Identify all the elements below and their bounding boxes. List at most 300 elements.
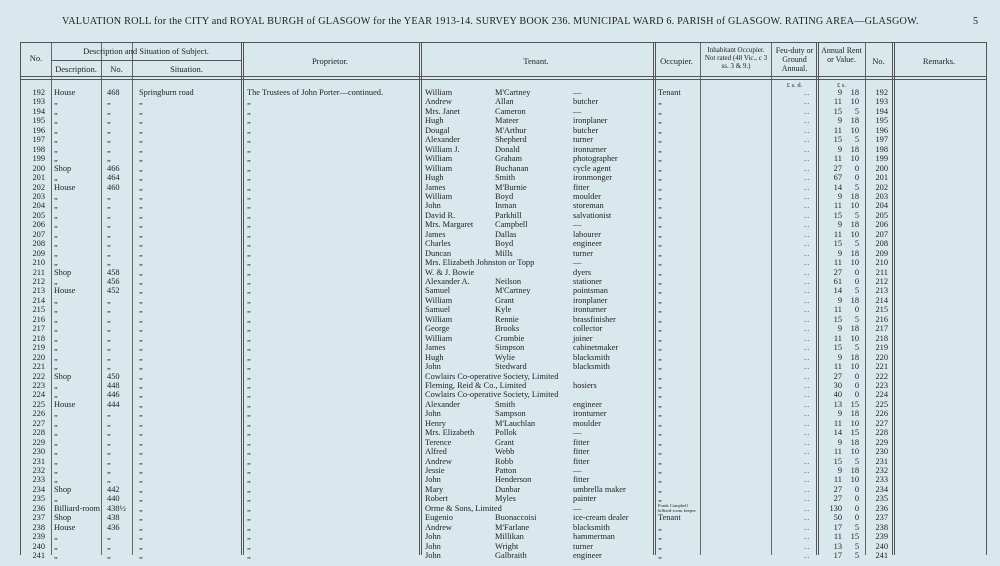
occupation-cell: storeman bbox=[573, 201, 604, 211]
col-desc-group: Description and Situation of Subject. bbox=[83, 46, 209, 56]
rent-pounds-cell: 11 bbox=[833, 258, 842, 268]
tenant-forename-cell: John bbox=[425, 409, 441, 419]
rent-shillings-cell: 5 bbox=[854, 343, 859, 353]
rent-pounds-cell: 9 bbox=[837, 324, 842, 334]
situation-cell: „ bbox=[139, 494, 143, 504]
table-row bbox=[21, 107, 986, 117]
row-number: 221 bbox=[32, 362, 45, 372]
description-cell: „ bbox=[54, 191, 58, 201]
occupier-cell: „ bbox=[658, 380, 662, 390]
tenant-forename-cell: John bbox=[425, 532, 441, 542]
row-number: 234 bbox=[32, 484, 45, 494]
number-cell: „ bbox=[107, 258, 111, 268]
occupier-cell: „ bbox=[658, 484, 662, 494]
proprietor-cell: „ bbox=[247, 116, 251, 126]
number-cell: 436 bbox=[107, 522, 120, 532]
occupation-cell: hammerman bbox=[573, 532, 615, 542]
situation-cell: „ bbox=[139, 125, 143, 135]
proprietor-cell: „ bbox=[247, 503, 251, 513]
row-number-repeat: 199 bbox=[875, 154, 888, 164]
rent-shillings-cell: 10 bbox=[850, 229, 859, 239]
table-row bbox=[21, 485, 986, 495]
rent-pounds-cell: 27 bbox=[833, 484, 842, 494]
occupier-cell: „ bbox=[658, 466, 662, 475]
table-row bbox=[21, 220, 986, 230]
situation-cell: „ bbox=[139, 466, 143, 475]
table-row bbox=[21, 239, 986, 249]
rent-shillings-cell: 0 bbox=[854, 163, 859, 173]
occupation-cell: blacksmith bbox=[573, 362, 610, 372]
rent-shillings-cell: 5 bbox=[854, 286, 859, 296]
row-number: 192 bbox=[32, 88, 45, 97]
situation-cell: „ bbox=[139, 409, 143, 419]
number-cell: „ bbox=[107, 201, 111, 211]
row-number-repeat: 232 bbox=[875, 466, 888, 475]
leader-dots: .. bbox=[804, 210, 811, 220]
page-number: 5 bbox=[973, 16, 979, 27]
tenant-forename-cell: Mrs. Elizabeth Johnston or Topp bbox=[425, 258, 535, 268]
proprietor-cell: „ bbox=[247, 475, 251, 485]
number-cell: „ bbox=[107, 532, 111, 542]
description-cell: „ bbox=[54, 343, 58, 353]
tenant-surname-cell: M'Burnie bbox=[495, 182, 527, 192]
row-number: 205 bbox=[32, 210, 45, 220]
proprietor-cell: The Trustees of John Porter—continued. bbox=[247, 88, 384, 97]
row-number: 228 bbox=[32, 428, 45, 438]
leader-dots: .. bbox=[804, 466, 811, 475]
row-number-repeat: 227 bbox=[875, 418, 888, 428]
description-cell: „ bbox=[54, 541, 58, 551]
occupier-cell: „ bbox=[658, 286, 662, 296]
tenant-forename-cell: Mrs. Margaret bbox=[425, 220, 474, 230]
row-number-repeat: 216 bbox=[875, 314, 888, 324]
row-number: 209 bbox=[32, 248, 45, 258]
leader-dots: .. bbox=[804, 333, 811, 343]
number-cell: „ bbox=[107, 125, 111, 135]
table-row bbox=[21, 305, 986, 315]
proprietor-cell: „ bbox=[247, 106, 251, 116]
occupation-cell: turner bbox=[573, 541, 593, 551]
proprietor-cell: „ bbox=[247, 380, 251, 390]
occupation-cell: hosiers bbox=[573, 380, 597, 390]
proprietor-cell: „ bbox=[247, 522, 251, 532]
rent-pounds-cell: 9 bbox=[837, 352, 842, 362]
rent-pounds-cell: 11 bbox=[833, 362, 842, 372]
number-cell: 448 bbox=[107, 380, 120, 390]
tenant-surname-cell: Mills bbox=[495, 248, 513, 258]
rent-pounds-cell: 11 bbox=[833, 154, 842, 164]
occupation-cell: collector bbox=[573, 324, 603, 334]
row-number: 229 bbox=[32, 437, 45, 447]
rent-shillings-cell: 5 bbox=[854, 456, 859, 466]
tenant-surname-cell: Smith bbox=[495, 173, 516, 183]
rent-shillings-cell: 10 bbox=[850, 201, 859, 211]
occupier-cell: „ bbox=[658, 97, 662, 107]
table-row bbox=[21, 372, 986, 382]
row-number-repeat: 223 bbox=[875, 380, 888, 390]
occupier-cell: „ bbox=[658, 456, 662, 466]
tenant-surname-cell: Grant bbox=[495, 295, 515, 305]
row-number-repeat: 197 bbox=[875, 135, 888, 145]
row-number: 232 bbox=[32, 466, 45, 475]
situation-cell: „ bbox=[139, 201, 143, 211]
row-number-repeat: 229 bbox=[875, 437, 888, 447]
rent-pounds-cell: 13 bbox=[833, 541, 842, 551]
situation-cell: „ bbox=[139, 210, 143, 220]
rent-pounds-cell: 15 bbox=[833, 314, 842, 324]
row-number-repeat: 233 bbox=[875, 475, 888, 485]
number-cell: „ bbox=[107, 248, 111, 258]
tenant-surname-cell: Shepherd bbox=[495, 135, 527, 145]
leader-dots: .. bbox=[804, 475, 811, 485]
situation-cell: „ bbox=[139, 399, 143, 409]
row-number: 217 bbox=[32, 324, 45, 334]
number-cell: „ bbox=[107, 343, 111, 353]
tenant-forename-cell: Hugh bbox=[425, 173, 444, 183]
situation-cell: „ bbox=[139, 428, 143, 438]
row-number: 208 bbox=[32, 239, 45, 249]
tenant-forename-cell: Orme & Sons, Limited bbox=[425, 503, 502, 513]
situation-cell: „ bbox=[139, 154, 143, 164]
description-cell: „ bbox=[54, 418, 58, 428]
feu-currency-label: £ s. d. bbox=[786, 82, 803, 89]
occupier-cell: „ bbox=[658, 551, 662, 561]
tenant-surname-cell: Kyle bbox=[495, 305, 512, 315]
tenant-surname-cell: M'Lauchlan bbox=[495, 418, 536, 428]
rent-pounds-cell: 15 bbox=[833, 343, 842, 353]
col-no: No. bbox=[29, 53, 43, 63]
table-row bbox=[21, 126, 986, 136]
situation-cell: „ bbox=[139, 248, 143, 258]
rent-shillings-cell: 5 bbox=[854, 314, 859, 324]
description-cell: „ bbox=[54, 466, 58, 475]
rent-shillings-cell: 15 bbox=[850, 532, 859, 542]
rent-shillings-cell: 0 bbox=[854, 173, 859, 183]
description-cell: „ bbox=[54, 380, 58, 390]
description-cell: „ bbox=[54, 447, 58, 457]
occupier-cell: „ bbox=[658, 267, 662, 277]
rent-pounds-cell: 9 bbox=[837, 437, 842, 447]
leader-dots: .. bbox=[804, 418, 811, 428]
proprietor-cell: „ bbox=[247, 125, 251, 135]
rent-pounds-cell: 15 bbox=[833, 239, 842, 249]
leader-dots: .. bbox=[804, 258, 811, 268]
number-cell: „ bbox=[107, 135, 111, 145]
rent-shillings-cell: 0 bbox=[854, 267, 859, 277]
leader-dots: .. bbox=[804, 484, 811, 494]
occupation-cell: fitter bbox=[573, 475, 590, 485]
row-number: 206 bbox=[32, 220, 45, 230]
occupier-cell: „ bbox=[658, 305, 662, 315]
occupier-cell: „ bbox=[658, 522, 662, 532]
proprietor-cell: „ bbox=[247, 314, 251, 324]
tenant-surname-cell: Myles bbox=[495, 494, 516, 504]
tenant-surname-cell: Stedward bbox=[495, 362, 527, 372]
situation-cell: „ bbox=[139, 541, 143, 551]
tenant-forename-cell: Mrs. Janet bbox=[425, 106, 460, 116]
occupation-cell: ice-cream dealer bbox=[573, 513, 629, 523]
description-cell: Billiard-room bbox=[54, 503, 101, 513]
situation-cell: „ bbox=[139, 295, 143, 305]
tenant-forename-cell: Hugh bbox=[425, 352, 444, 362]
description-cell: „ bbox=[54, 277, 58, 286]
rent-pounds-cell: 27 bbox=[833, 163, 842, 173]
row-number-repeat: 225 bbox=[875, 399, 888, 409]
table-row bbox=[21, 466, 986, 476]
occupation-cell: joiner bbox=[573, 333, 593, 343]
tenant-forename-cell: George bbox=[425, 324, 450, 334]
row-number-repeat: 204 bbox=[875, 201, 888, 211]
rent-shillings-cell: 0 bbox=[854, 390, 859, 400]
tenant-surname-cell: Simpson bbox=[495, 343, 525, 353]
row-number: 193 bbox=[32, 97, 45, 107]
proprietor-cell: „ bbox=[247, 484, 251, 494]
table-row bbox=[21, 201, 986, 211]
tenant-forename-cell: Robert bbox=[425, 494, 448, 504]
tenant-forename-cell: Alexander bbox=[425, 399, 460, 409]
row-number-repeat: 214 bbox=[875, 295, 888, 305]
proprietor-cell: „ bbox=[247, 371, 251, 381]
tenant-forename-cell: Dougal bbox=[425, 125, 450, 135]
rent-pounds-cell: 27 bbox=[833, 371, 842, 381]
description-cell: Shop bbox=[54, 267, 72, 277]
col-description: Description. bbox=[55, 64, 97, 74]
occupation-cell: salvationist bbox=[573, 210, 612, 220]
situation-cell: „ bbox=[139, 371, 143, 381]
proprietor-cell: „ bbox=[247, 551, 251, 561]
situation-cell: „ bbox=[139, 324, 143, 334]
description-cell: „ bbox=[54, 324, 58, 334]
occupier-cell: „ bbox=[658, 106, 662, 116]
occupation-cell: blacksmith bbox=[573, 522, 610, 532]
leader-dots: .. bbox=[804, 295, 811, 305]
description-cell: Shop bbox=[54, 484, 72, 494]
number-cell: „ bbox=[107, 409, 111, 419]
row-number: 199 bbox=[32, 154, 45, 164]
proprietor-cell: „ bbox=[247, 267, 251, 277]
occupier-cell: „ bbox=[658, 220, 662, 230]
rent-pounds-cell: 13 bbox=[833, 399, 842, 409]
table-row bbox=[21, 390, 986, 400]
occupier-cell: „ bbox=[658, 144, 662, 154]
row-number-repeat: 221 bbox=[875, 362, 888, 372]
table-row bbox=[21, 438, 986, 448]
description-cell: „ bbox=[54, 154, 58, 164]
table-row bbox=[21, 230, 986, 240]
occupier-cell: „ bbox=[658, 437, 662, 447]
leader-dots: .. bbox=[804, 437, 811, 447]
number-cell: „ bbox=[107, 352, 111, 362]
description-cell: „ bbox=[54, 97, 58, 107]
situation-cell: „ bbox=[139, 277, 143, 286]
leader-dots: .. bbox=[804, 173, 811, 183]
rent-pounds-cell: 9 bbox=[837, 116, 842, 126]
table-row bbox=[21, 532, 986, 542]
number-cell: „ bbox=[107, 428, 111, 438]
proprietor-cell: „ bbox=[247, 191, 251, 201]
occupier-cell: „ bbox=[658, 371, 662, 381]
tenant-forename-cell: Samuel bbox=[425, 305, 451, 315]
description-cell: „ bbox=[54, 532, 58, 542]
leader-dots: .. bbox=[804, 88, 811, 97]
proprietor-cell: „ bbox=[247, 399, 251, 409]
description-cell: „ bbox=[54, 173, 58, 183]
tenant-surname-cell: Sampson bbox=[495, 409, 526, 419]
table-row bbox=[21, 362, 986, 372]
col-annual: Annual Rent or Value. bbox=[821, 46, 862, 64]
proprietor-cell: „ bbox=[247, 210, 251, 220]
rent-shillings-cell: 18 bbox=[850, 248, 859, 258]
proprietor-cell: „ bbox=[247, 456, 251, 466]
description-cell: „ bbox=[54, 362, 58, 372]
row-number-repeat: 213 bbox=[875, 286, 888, 296]
row-number: 223 bbox=[32, 380, 45, 390]
situation-cell: „ bbox=[139, 456, 143, 466]
number-cell: 458 bbox=[107, 267, 120, 277]
table-row bbox=[21, 315, 986, 325]
rent-shillings-cell: 10 bbox=[850, 154, 859, 164]
leader-dots: .. bbox=[804, 267, 811, 277]
situation-cell: „ bbox=[139, 522, 143, 532]
row-number: 220 bbox=[32, 352, 45, 362]
occupation-cell: — bbox=[573, 88, 582, 97]
rent-pounds-cell: 15 bbox=[833, 106, 842, 116]
occupation-cell: — bbox=[573, 428, 582, 438]
row-number-repeat: 198 bbox=[875, 144, 888, 154]
proprietor-cell: „ bbox=[247, 201, 251, 211]
proprietor-cell: „ bbox=[247, 447, 251, 457]
row-number-repeat: 200 bbox=[875, 163, 888, 173]
row-number-repeat: 236 bbox=[875, 503, 888, 513]
occupier-cell: „ bbox=[658, 362, 662, 372]
rent-pounds-cell: 11 bbox=[833, 305, 842, 315]
tenant-forename-cell: Mrs. Elizabeth bbox=[425, 428, 475, 438]
row-number-repeat: 208 bbox=[875, 239, 888, 249]
rent-pounds-cell: 130 bbox=[829, 503, 842, 513]
occupier-cell: „ bbox=[658, 343, 662, 353]
occupation-cell: ironturner bbox=[573, 144, 607, 154]
tenant-surname-cell: Pollok bbox=[495, 428, 517, 438]
rent-pounds-cell: 11 bbox=[833, 447, 842, 457]
rent-shillings-cell: 0 bbox=[854, 371, 859, 381]
row-number: 202 bbox=[32, 182, 45, 192]
situation-cell: „ bbox=[139, 343, 143, 353]
row-number-repeat: 234 bbox=[875, 484, 888, 494]
row-number-repeat: 211 bbox=[875, 267, 888, 277]
proprietor-cell: „ bbox=[247, 541, 251, 551]
rent-shillings-cell: 10 bbox=[850, 418, 859, 428]
proprietor-cell: „ bbox=[247, 248, 251, 258]
rent-shillings-cell: 0 bbox=[854, 380, 859, 390]
number-cell: „ bbox=[107, 475, 111, 485]
row-number-repeat: 209 bbox=[875, 248, 888, 258]
number-cell: „ bbox=[107, 456, 111, 466]
occupation-cell: ironturner bbox=[573, 305, 607, 315]
situation-cell: „ bbox=[139, 305, 143, 315]
tenant-forename-cell: Jessie bbox=[425, 466, 445, 475]
description-cell: „ bbox=[54, 352, 58, 362]
row-number: 233 bbox=[32, 475, 45, 485]
tenant-forename-cell: William bbox=[425, 154, 453, 164]
situation-cell: „ bbox=[139, 267, 143, 277]
tenant-forename-cell: Eugenio bbox=[425, 513, 453, 523]
occupation-cell: turner bbox=[573, 248, 593, 258]
rent-pounds-cell: 15 bbox=[833, 135, 842, 145]
rent-shillings-cell: 18 bbox=[850, 220, 859, 230]
occupation-cell: engineer bbox=[573, 551, 602, 561]
col-situation: Situation. bbox=[170, 64, 203, 74]
leader-dots: .. bbox=[804, 362, 811, 372]
row-number: 195 bbox=[32, 116, 45, 126]
leader-dots: .. bbox=[804, 494, 811, 504]
row-number: 222 bbox=[32, 371, 45, 381]
leader-dots: .. bbox=[804, 522, 811, 532]
row-number: 211 bbox=[32, 267, 45, 277]
occupation-cell: — bbox=[573, 503, 582, 513]
proprietor-cell: „ bbox=[247, 513, 251, 523]
occupation-cell: cycle agent bbox=[573, 163, 611, 173]
rent-shillings-cell: 5 bbox=[854, 210, 859, 220]
description-cell: House bbox=[54, 88, 76, 97]
number-cell: 438 bbox=[107, 513, 120, 523]
leader-dots: .. bbox=[804, 447, 811, 457]
row-number: 210 bbox=[32, 258, 45, 268]
occupier-cell: „ bbox=[658, 258, 662, 268]
occupation-cell: ironplaner bbox=[573, 116, 608, 126]
occupier-cell: „ bbox=[658, 532, 662, 542]
table-row bbox=[21, 513, 986, 523]
rent-shillings-cell: 0 bbox=[854, 494, 859, 504]
rent-pounds-cell: 11 bbox=[833, 333, 842, 343]
occupation-cell: fitter bbox=[573, 182, 590, 192]
description-cell: „ bbox=[54, 295, 58, 305]
row-number-repeat: 205 bbox=[875, 210, 888, 220]
description-cell: „ bbox=[54, 210, 58, 220]
situation-cell: „ bbox=[139, 513, 143, 523]
proprietor-cell: „ bbox=[247, 239, 251, 249]
row-number: 215 bbox=[32, 305, 45, 315]
row-number: 227 bbox=[32, 418, 45, 428]
rent-pounds-cell: 15 bbox=[833, 456, 842, 466]
proprietor-cell: „ bbox=[247, 154, 251, 164]
leader-dots: .. bbox=[804, 343, 811, 353]
leader-dots: .. bbox=[804, 229, 811, 239]
description-cell: „ bbox=[54, 135, 58, 145]
situation-cell: „ bbox=[139, 286, 143, 296]
annual-currency-label: £ s. bbox=[836, 82, 847, 89]
occupier-cell: „ bbox=[658, 239, 662, 249]
number-cell: „ bbox=[107, 466, 111, 475]
row-number-repeat: 238 bbox=[875, 522, 888, 532]
situation-cell: „ bbox=[139, 437, 143, 447]
row-number-repeat: 201 bbox=[875, 173, 888, 183]
row-number: 198 bbox=[32, 144, 45, 154]
row-number-repeat: 231 bbox=[875, 456, 888, 466]
leader-dots: .. bbox=[804, 182, 811, 192]
row-number-repeat: 224 bbox=[875, 390, 888, 400]
rent-pounds-cell: 11 bbox=[833, 125, 842, 135]
number-cell: 450 bbox=[107, 371, 120, 381]
description-cell: „ bbox=[54, 305, 58, 315]
number-cell: „ bbox=[107, 447, 111, 457]
table-row bbox=[21, 409, 986, 419]
rent-shillings-cell: 10 bbox=[850, 125, 859, 135]
rent-shillings-cell: 18 bbox=[850, 437, 859, 447]
description-cell: Shop bbox=[54, 513, 72, 523]
number-cell: 452 bbox=[107, 286, 120, 296]
tenant-forename-cell: William bbox=[425, 314, 453, 324]
situation-cell: „ bbox=[139, 484, 143, 494]
